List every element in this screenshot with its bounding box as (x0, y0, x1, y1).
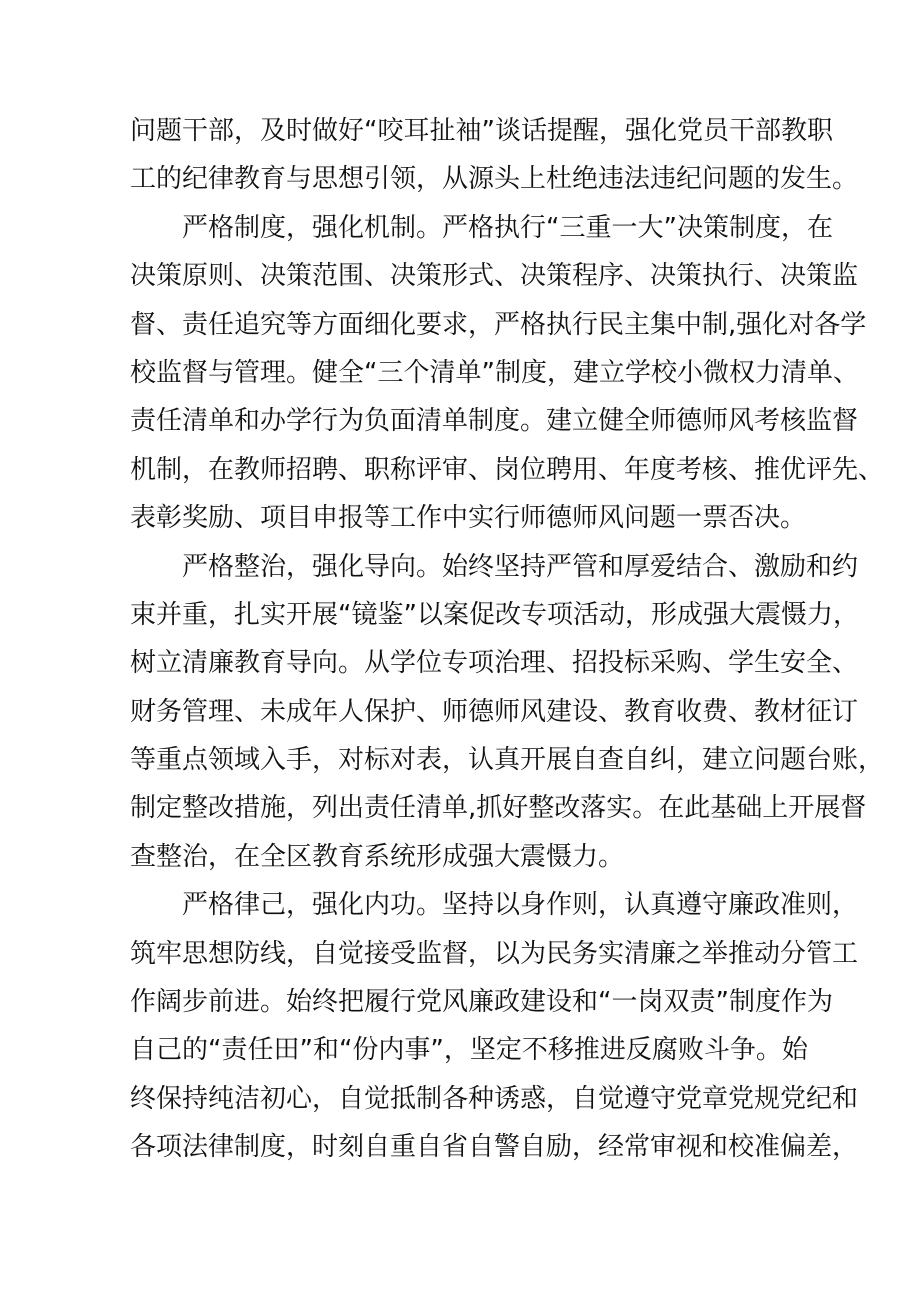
text-line: 决策原则、决策范围、决策形式、决策程序、决策执行、决策监 (130, 261, 859, 292)
text-line: 机制，在教师招聘、职称评审、岗位聘用、年度考核、推优评先、 (130, 454, 885, 485)
text-line: 筑牢思想防线，自觉接受监督，以为民务实清廉之举推动分管工 (130, 938, 859, 969)
paragraph-4 (130, 881, 859, 1171)
text-line: 终保持纯洁初心，自觉抵制各种诱惑，自觉遵守党章党规党纪和 (130, 1083, 859, 1114)
text-line: 校监督与管理。健全“三个清单”制度，建立学校小微权力清单、 (130, 357, 859, 388)
text-line: 作阔步前进。始终把履行党风廉政建设和“一岗双责”制度作为 (130, 987, 833, 1018)
text-line: 树立清廉教育导向。从学位专项治理、招投标采购、学生安全、 (130, 648, 859, 679)
text-line: 自己的“责任田”和“份内事”，坚定不移推进反腐败斗争。始 (130, 1035, 808, 1066)
text-line: 各项法律制度，时刻自重自省自警自励，经常审视和校准偏差， (130, 1132, 859, 1163)
text-line: 查整治，在全区教育系统形成强大震慑力。 (130, 841, 625, 872)
text-line: 问题干部，及时做好“咬耳扯袖”谈话提醒，强化党员干部教职 (130, 116, 833, 146)
paragraph-2 (130, 204, 885, 543)
text-line: 严格整治，强化导向。始终坚持严管和厚爱结合、激励和约 (182, 551, 859, 582)
text-line: 财务管理、未成年人保护、师德师风建设、教育收费、教材征订 (130, 696, 859, 727)
document-body (130, 107, 885, 1172)
text-line: 表彰奖励、项目申报等工作中实行师德师风问题一票否决。 (130, 503, 807, 534)
paragraph-1 (130, 107, 859, 204)
text-line: 严格律己，强化内功。坚持以身作则，认真遵守廉政准则， (182, 890, 859, 921)
text-line: 严格制度，强化机制。严格执行“三重一大”决策制度，在 (182, 212, 833, 243)
text-line: 等重点领域入手，对标对表，认真开展自查自纠，建立问题台账， (130, 745, 885, 776)
text-line: 工的纪律教育与思想引领，从源头上杜绝违法违纪问题的发生。 (130, 164, 859, 195)
text-line: 束并重，扎实开展“镜鉴”以案促改专项活动，形成强大震慑力， (130, 599, 859, 630)
text-line: 责任清单和办学行为负面清单制度。建立健全师德师风考核监督 (130, 406, 859, 437)
text-line: 督、责任追究等方面细化要求，严格执行民主集中制,强化对各学 (130, 309, 867, 340)
text-line: 制定整改措施，列出责任清单,抓好整改落实。在此基础上开展督 (130, 793, 867, 824)
paragraph-3 (130, 543, 885, 882)
